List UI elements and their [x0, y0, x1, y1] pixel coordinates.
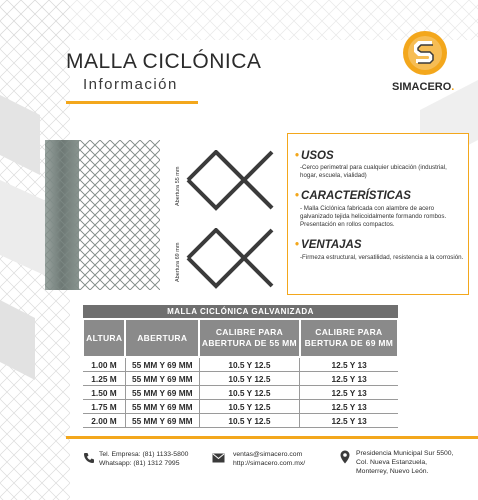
title-underline	[66, 101, 198, 104]
cell-calibre-55: 10.5 Y 12.5	[199, 400, 300, 414]
cell-altura: 2.00 M	[83, 414, 125, 428]
ventajas-title: VENTAJAS	[301, 239, 362, 251]
cell-calibre-55: 10.5 Y 12.5	[199, 386, 300, 400]
table-row	[83, 357, 398, 372]
cell-calibre-69: 12.5 Y 13	[300, 400, 398, 414]
bullet-icon: •	[295, 190, 300, 202]
cell-altura: 1.75 M	[83, 400, 125, 414]
fence-photo	[45, 140, 160, 290]
usos-text: -Cerco perimetral para cualquier ubicación (industrial, hogar, escuela, vialidad)	[300, 164, 447, 179]
location-icon	[340, 450, 350, 464]
brand-name-text: SIMACERO	[392, 81, 452, 93]
phone-icon	[83, 452, 95, 464]
cell-calibre-55: 10.5 Y 12.5	[199, 414, 300, 428]
page-title: MALLA CICLÓNICA	[66, 50, 262, 73]
brand-name	[392, 81, 454, 93]
cell-abertura: 55 MM Y 69 MM	[125, 414, 199, 428]
label-abertura-69: Abertura 69 mm	[175, 242, 181, 282]
cell-abertura: 55 MM Y 69 MM	[125, 400, 199, 414]
table-row	[83, 414, 398, 428]
bullet-icon: •	[295, 239, 300, 251]
cell-calibre-55: 10.5 Y 12.5	[199, 372, 300, 386]
cell-calibre-69: 12.5 Y 13	[300, 414, 398, 428]
cell-abertura: 55 MM Y 69 MM	[125, 386, 199, 400]
header-altura: ALTURA	[83, 319, 125, 357]
caracteristicas-heading	[295, 190, 411, 202]
table-caption: MALLA CICLÓNICA GALVANIZADA	[83, 305, 398, 319]
phone-whatsapp: Whatsapp: (81) 1312 7995	[99, 460, 180, 467]
diagram-69mm	[186, 228, 280, 290]
header-calibre-69-l2: BERTURA DE 69 MM	[304, 338, 394, 348]
simacero-logo	[402, 30, 448, 76]
phone-company: Tel. Empresa: (81) 1133-5800	[99, 451, 189, 458]
usos-heading	[295, 150, 334, 162]
cell-calibre-69: 12.5 Y 13	[300, 357, 398, 372]
usos-title: USOS	[301, 150, 334, 162]
spec-table	[82, 305, 399, 428]
cell-calibre-69: 12.5 Y 13	[300, 386, 398, 400]
address-line1: Presidencia Municipal Sur 5500,	[356, 450, 454, 457]
ventajas-heading	[295, 239, 362, 251]
table-header-row	[83, 319, 398, 357]
footer-divider	[66, 436, 478, 439]
header-calibre-69	[300, 319, 398, 357]
email-link[interactable]: ventas@simacero.com	[233, 451, 303, 458]
cell-calibre-69: 12.5 Y 13	[300, 372, 398, 386]
table-row	[83, 400, 398, 414]
cell-abertura: 55 MM Y 69 MM	[125, 372, 199, 386]
address-line2: Col. Nueva Estanzuela,	[356, 459, 428, 466]
table-row	[83, 386, 398, 400]
header-calibre-55-l1: CALIBRE PARA	[215, 327, 284, 337]
bullet-icon: •	[295, 150, 300, 162]
address-line3: Monterrey, Nuevo León.	[356, 468, 429, 475]
email-icon	[212, 453, 225, 463]
header-calibre-55	[199, 319, 300, 357]
caracteristicas-text: - Malla Ciclónica fabricada con alambre de acero galvanizado tejida helicoidalmente formando rombos. Presentación en rollos compactos.	[300, 205, 447, 228]
cell-calibre-55: 10.5 Y 12.5	[199, 357, 300, 372]
website-link[interactable]: http://simacero.com.mx/	[233, 460, 306, 467]
diagram-55mm	[186, 150, 280, 212]
brand-name-dot: .	[451, 81, 455, 93]
page-subtitle: Información	[83, 76, 178, 93]
header-calibre-69-l1: CALIBRE PARA	[315, 327, 383, 337]
table-row	[83, 372, 398, 386]
header-calibre-55-l2: ABERTURA DE 55 MM	[201, 338, 297, 348]
caracteristicas-title: CARACTERÍSTICAS	[301, 190, 411, 202]
cell-abertura: 55 MM Y 69 MM	[125, 357, 199, 372]
header-abertura: ABERTURA	[125, 319, 199, 357]
label-abertura-55: Abertura 55 mm	[175, 166, 181, 206]
ventajas-text: -Firmeza estructural, versatilidad, resistencia a la corrosión.	[300, 254, 464, 261]
cell-altura: 1.00 M	[83, 357, 125, 372]
cell-altura: 1.50 M	[83, 386, 125, 400]
cell-altura: 1.25 M	[83, 372, 125, 386]
